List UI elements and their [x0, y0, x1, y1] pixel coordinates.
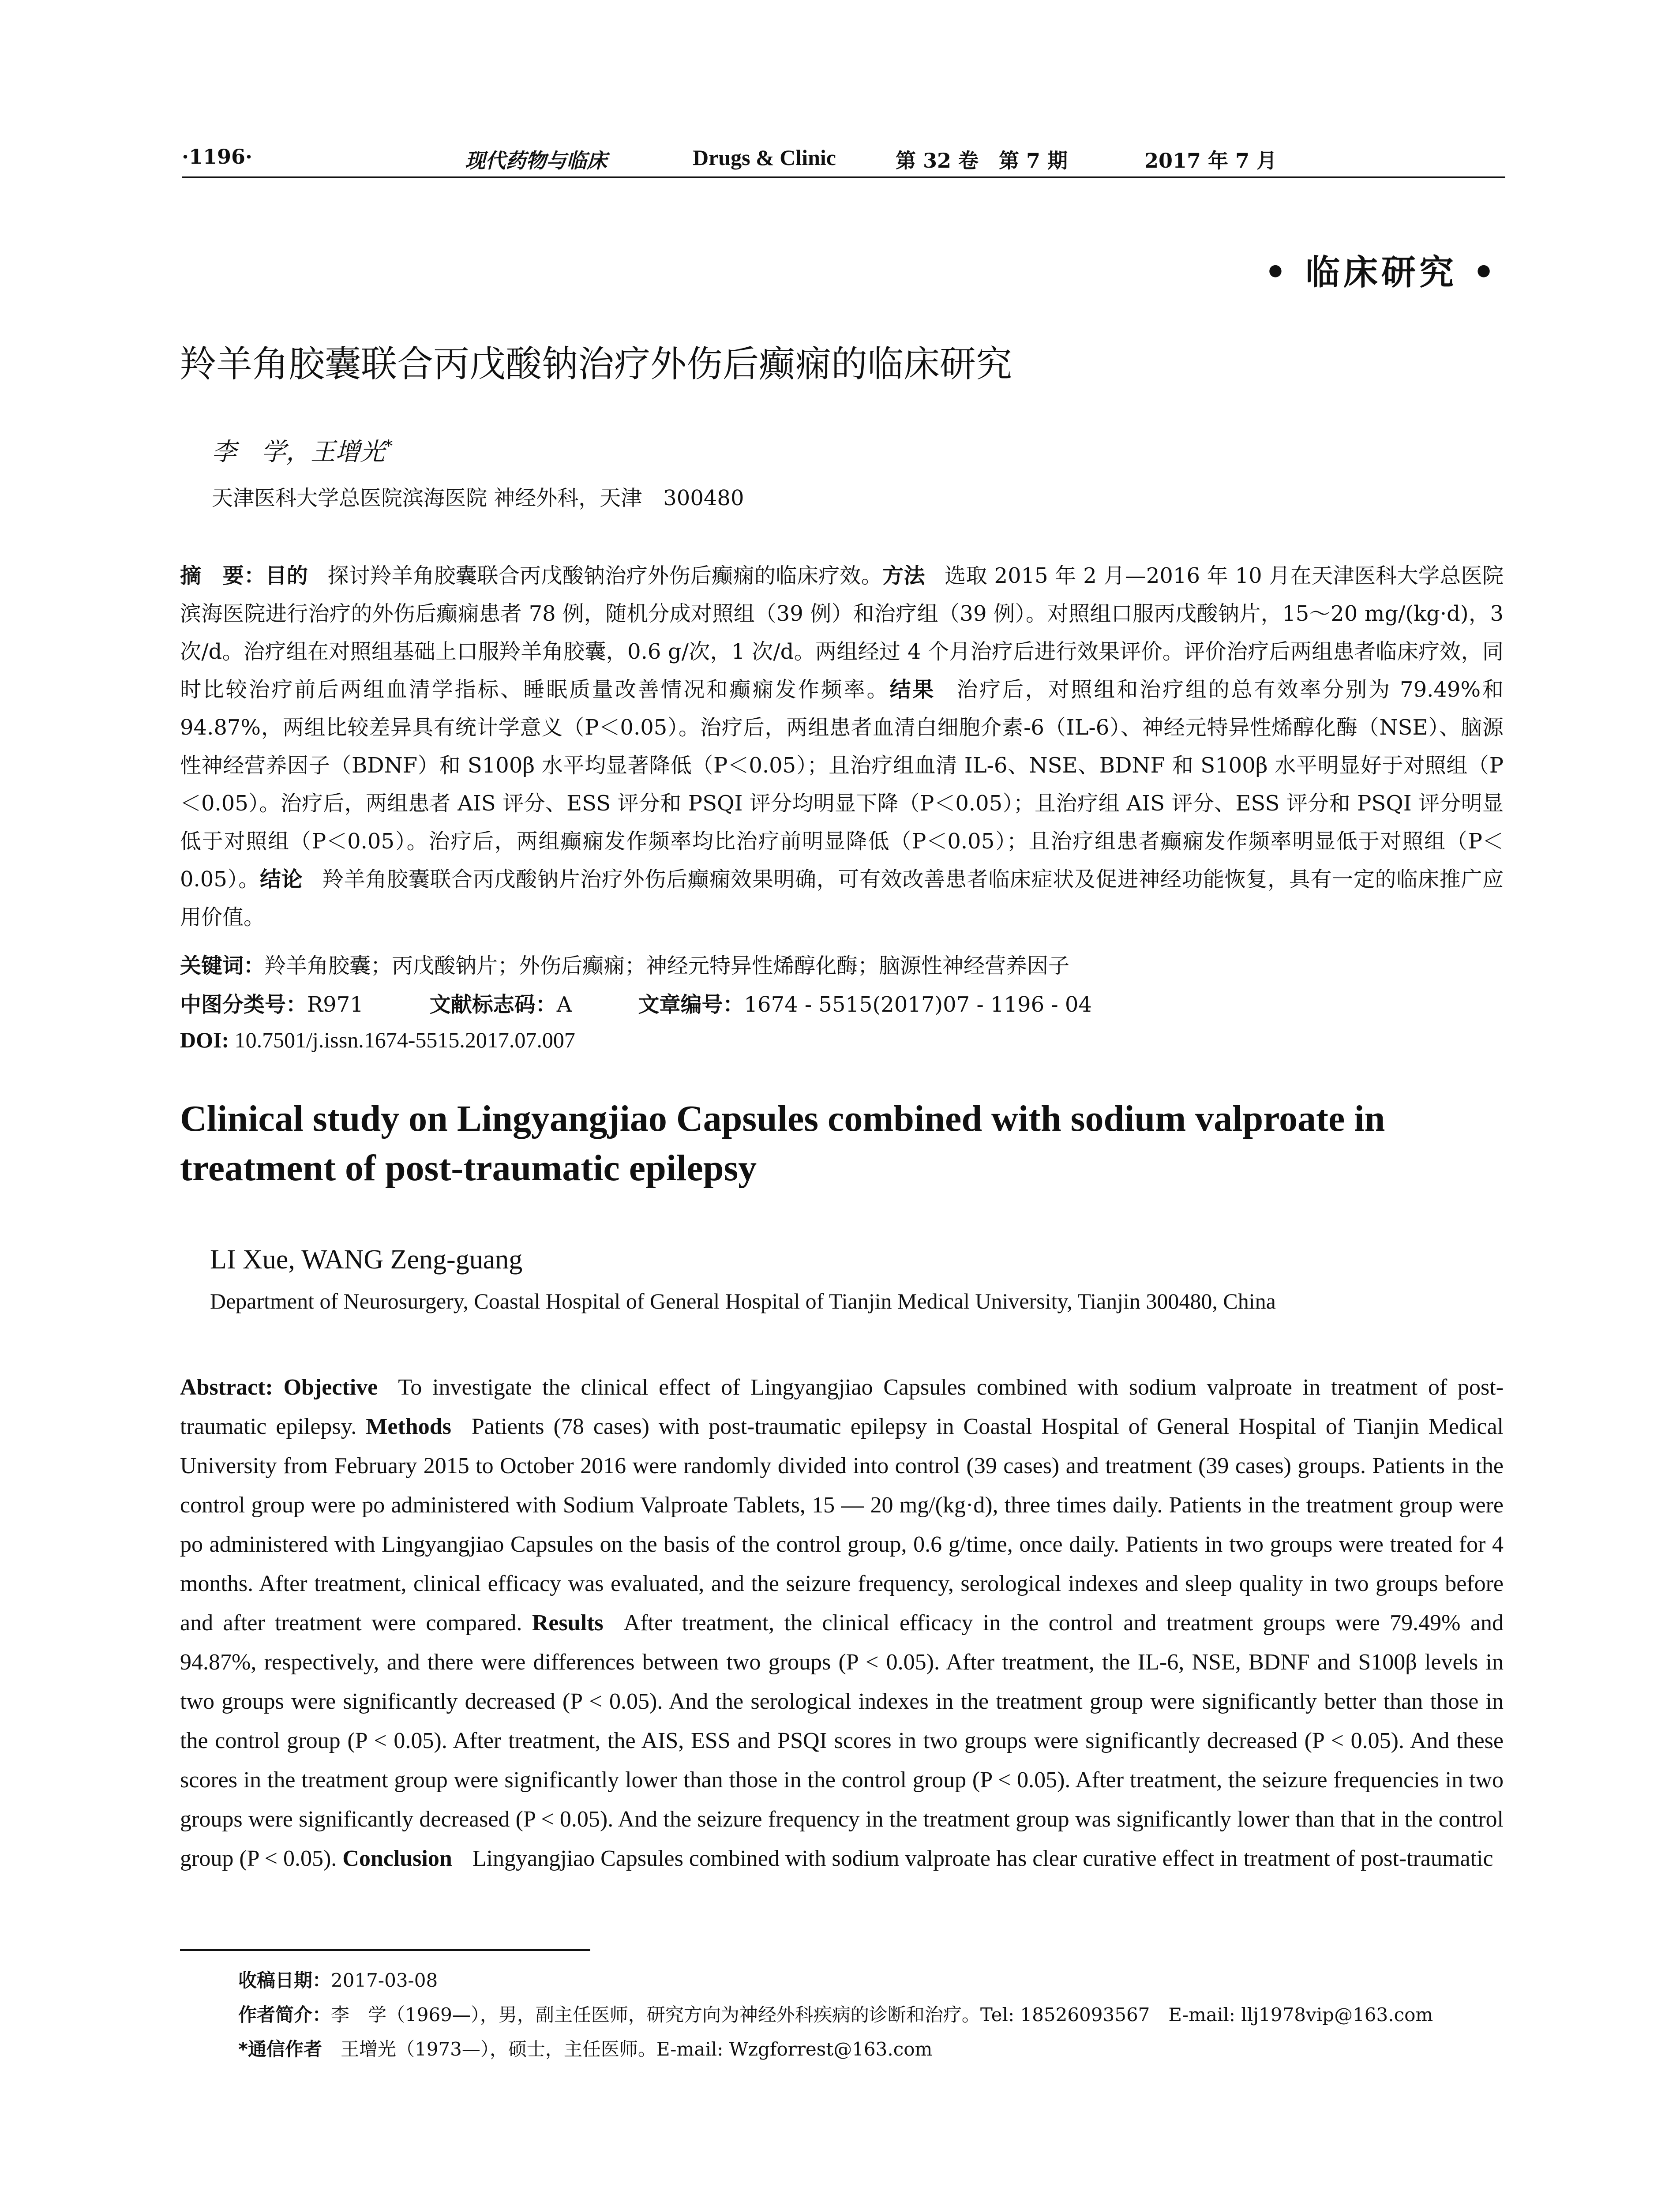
article-no-label: 文章编号： — [638, 992, 744, 1017]
running-header — [182, 140, 1505, 176]
article-title-en: Clinical study on Lingyangjiao Capsules combined with sodium valproate in treatment of post-traumatic epilepsy — [180, 1098, 1385, 1189]
keywords-cn — [180, 949, 1069, 979]
page-number: ·1196· — [182, 145, 253, 169]
conclusion-text-en: Lingyangjiao Capsules combined with sodium valproate has clear curative effect in treatment of post-traumatic — [472, 1846, 1493, 1871]
abstract-label-en: Abstract: — [180, 1375, 273, 1400]
authors-en: LI Xue, WANG Zeng-guang — [210, 1245, 523, 1275]
methods-label-en: Methods — [366, 1414, 451, 1439]
section-label: • 临床研究 • — [1264, 253, 1498, 293]
affiliation-cn: 天津医科大学总医院滨海医院 神经外科，天津 300480 — [212, 486, 744, 510]
objective-label-cn: 目的 — [265, 563, 308, 588]
header-rule — [182, 176, 1505, 178]
keywords-label: 关键词： — [180, 953, 265, 978]
authors-cn — [212, 432, 393, 468]
journal-name-cn: 现代药物与临床 — [465, 149, 607, 173]
objective-text-cn: 探讨羚羊角胶囊联合丙戊酸钠治疗外伤后癫痫的临床疗效。 — [327, 563, 883, 588]
corresponding-info: 王增光（1973—），硕士，主任医师。E-mail: Wzgforrest@163.com — [340, 2038, 933, 2060]
received-date: 2017-03-08 — [331, 1970, 438, 1991]
abstract-en — [180, 1368, 1504, 1878]
author-bio-label: 作者简介： — [238, 2004, 331, 2026]
objective-label-en: Objective — [283, 1375, 378, 1400]
doi-line — [180, 1027, 575, 1053]
clc-label: 中图分类号： — [180, 992, 308, 1017]
article-no-value: 1674 - 5515(2017)07 - 1196 - 04 — [744, 992, 1092, 1017]
corresponding-mark: * — [385, 437, 393, 456]
received-label: 收稿日期： — [238, 1970, 331, 1991]
footnote-author — [238, 1998, 1518, 2032]
footnote-rule — [180, 1949, 590, 1951]
conclusion-label-en: Conclusion — [342, 1846, 452, 1871]
doc-code-value: A — [556, 992, 572, 1017]
clc-value: R971 — [307, 992, 364, 1017]
corresponding-label: *通信作者 — [238, 2038, 322, 2060]
article-title-cn: 羚羊角胶囊联合丙戊酸钠治疗外伤后癫痫的临床研究 — [180, 343, 1012, 385]
footnotes — [238, 1963, 1518, 2067]
classification-line — [180, 987, 1092, 1018]
footnote-received — [238, 1963, 1518, 1998]
methods-text-cn: 选取 2015 年 2 月—2016 年 10 月在天津医科大学总医院滨海医院进行治疗的外伤后癫痫患者 78 例，随机分成对照组（39 例）和治疗组（39 例）。对照组口服丙戊酸钠片，15～20 mg/(kg·d)，3 次/d。治疗组在对照组基础上口服羚羊角胶囊，0.6 g/次，1 次/d。两组经过 4 个月治疗后进行效果评价。评价治疗后两组患者临床疗效，同时比较治疗前后两组血清学指标、睡眠质量改善情况和癫痫发作频率。 — [180, 563, 1504, 702]
journal-name-en: Drugs & Clinic — [693, 145, 836, 170]
doc-code-label: 文献标志码： — [429, 992, 557, 1017]
conclusion-label-cn: 结论 — [259, 867, 303, 892]
methods-label-cn: 方法 — [882, 563, 925, 588]
methods-text-en: Patients (78 cases) with post-traumatic epilepsy in Coastal Hospital of General Hospital of Tianjin Medical University from February 2015 to October 2016 were randomly divided into control (39 cases) and treatment (39 cases) groups. Patients in the control group were po administered with Sodium Valproate Tablets, 15 — 20 mg/(kg·d), three times daily. Patients in the treatment group were po administered with Lingyangjiao Capsules on the basis of the control group, 0.6 g/time, once daily. Patients in two groups were treated for 4 months. After treatment, clinical efficacy was evaluated, and the seizure frequency, serological indexes and sleep quality in two groups before and after treatment were compared. — [180, 1414, 1504, 1636]
author-bio: 李 学（1969—），男，副主任医师，研究方向为神经外科疾病的诊断和治疗。Tel: 18526093567 E-mail: llj1978vip@163.com — [331, 2004, 1433, 2026]
results-label-cn: 结果 — [889, 677, 936, 702]
volume-issue: 第 32 卷 第 7 期 — [896, 149, 1068, 173]
keywords-text: 羚羊角胶囊；丙戊酸钠片；外伤后癫痫；神经元特异性烯醇化酶；脑源性神经营养因子 — [265, 953, 1070, 978]
conclusion-text-cn: 羚羊角胶囊联合丙戊酸钠片治疗外伤后癫痫效果明确，可有效改善患者临床症状及促进神经功能恢复，具有一定的临床推广应用价值。 — [180, 867, 1504, 930]
doi-label: DOI: — [180, 1028, 229, 1052]
results-text-en: After treatment, the clinical efficacy in the control and treatment groups were 79.49% and 94.87%, respectively, and there were differences between two groups (P < 0.05). After treatment, the IL-6, NSE, BDNF and S100β levels in two groups were significantly decreased (P < 0.05). And the serological indexes in the treatment group were significantly better than those in the control group (P < 0.05). After treatment, the AIS, ESS and PSQI scores in two groups were significantly decreased (P < 0.05). And these scores in the treatment group were significantly lower than those in the control group (P < 0.05). After treatment, the seizure frequencies in two groups were significantly decreased (P < 0.05). And the seizure frequency in the treatment group was significantly lower than that in the control group (P < 0.05). — [180, 1610, 1504, 1871]
affiliation-en: Department of Neurosurgery, Coastal Hospital of General Hospital of Tianjin Medical University, Tianjin 300480, China — [210, 1289, 1276, 1313]
objective-text-en: To investigate the clinical effect of Lingyangjiao Capsules combined with sodium valproate in treatment of post-traumatic epilepsy. — [180, 1375, 1504, 1439]
doi-value[interactable]: 10.7501/j.issn.1674-5515.2017.07.007 — [234, 1028, 575, 1052]
author-names-cn: 李 学，王增光 — [212, 438, 385, 466]
abstract-cn — [180, 557, 1504, 936]
results-label-en: Results — [532, 1610, 604, 1636]
abstract-label-cn: 摘 要： — [180, 563, 266, 588]
issue-date: 2017 年 7 月 — [1144, 149, 1277, 173]
results-text-cn: 治疗后，对照组和治疗组的总有效率分别为 79.49%和 94.87%，两组比较差异具有统计学意义（P＜0.05）。治疗后，两组患者血清白细胞介素-6（IL-6）、神经元特异性烯醇化酶（NSE）、脑源性神经营养因子（BDNF）和 S100β 水平均显著降低（P＜0.05）；且治疗组血清 IL-6、NSE、BDNF 和 S100β 水平明显好于对照组（P＜0.05）。治疗后，两组患者 AIS 评分、ESS 评分和 PSQI 评分均明显下降（P＜0.05）；且治疗组 AIS 评分、ESS 评分和 PSQI 评分明显低于对照组（P＜0.05）。治疗后，两组癫痫发作频率均比治疗前明显降低（P＜0.05）；且治疗组患者癫痫发作频率明显低于对照组（P＜0.05）。 — [180, 677, 1504, 892]
footnote-corresponding — [238, 2032, 1518, 2067]
